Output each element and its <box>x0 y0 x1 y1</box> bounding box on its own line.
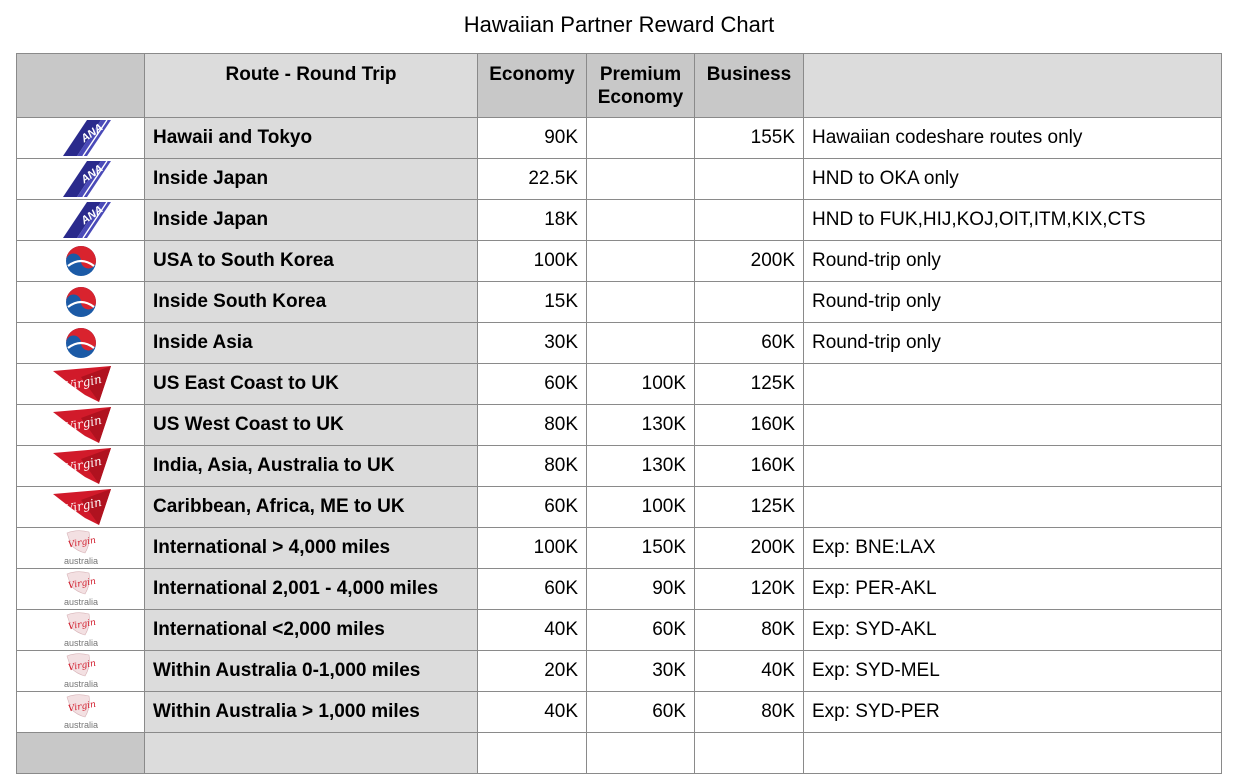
note-cell <box>804 733 1222 774</box>
premium-economy-cell <box>587 282 695 323</box>
economy-cell <box>478 733 587 774</box>
table-row <box>17 282 1222 323</box>
virgin-australia-logo <box>41 529 121 567</box>
virgin-atlantic-logo <box>41 488 121 526</box>
note-cell: Round-trip only <box>804 282 1222 323</box>
business-cell: 155K <box>695 118 804 159</box>
business-cell: 160K <box>695 446 804 487</box>
route-cell: US East Coast to UK <box>145 364 478 405</box>
korean-air-logo <box>41 283 121 321</box>
business-cell: 200K <box>695 241 804 282</box>
virgin-australia-logo-icon <box>41 529 121 567</box>
business-cell <box>695 282 804 323</box>
ana-logo <box>41 119 121 157</box>
route-cell: Inside South Korea <box>145 282 478 323</box>
virgin-atlantic-logo <box>41 365 121 403</box>
header-business: Business <box>695 54 804 118</box>
note-cell <box>804 446 1222 487</box>
business-cell: 125K <box>695 487 804 528</box>
airline-logo-cell <box>17 364 145 405</box>
virgin-australia-logo <box>41 693 121 731</box>
economy-cell: 100K <box>478 528 587 569</box>
header-row <box>17 54 1222 118</box>
ana-logo-icon <box>41 201 121 239</box>
virgin-australia-logo-icon <box>41 693 121 731</box>
airline-logo-cell <box>17 446 145 487</box>
route-cell: US West Coast to UK <box>145 405 478 446</box>
header-premium-line2: Economy <box>597 87 684 108</box>
note-cell <box>804 364 1222 405</box>
premium-economy-cell <box>587 241 695 282</box>
airline-logo-cell <box>17 610 145 651</box>
table-row <box>17 446 1222 487</box>
economy-cell: 60K <box>478 569 587 610</box>
business-cell <box>695 159 804 200</box>
premium-economy-cell: 130K <box>587 405 695 446</box>
airline-logo-cell <box>17 200 145 241</box>
korean-air-logo-icon <box>41 283 121 321</box>
table-row <box>17 528 1222 569</box>
virgin-australia-logo-icon <box>41 611 121 649</box>
chart-title: Hawaiian Partner Reward Chart <box>463 12 775 37</box>
svg-text:ANA: ANA <box>78 162 105 187</box>
premium-economy-cell: 100K <box>587 364 695 405</box>
korean-air-logo-icon <box>41 324 121 362</box>
premium-economy-cell: 60K <box>587 610 695 651</box>
svg-text:Virgin: Virgin <box>63 453 103 476</box>
table-row <box>17 364 1222 405</box>
economy-cell: 18K <box>478 200 587 241</box>
airline-logo-cell <box>17 569 145 610</box>
svg-text:australia: australia <box>63 597 98 607</box>
svg-text:australia: australia <box>63 556 98 566</box>
table-row <box>17 569 1222 610</box>
note-cell: Exp: BNE:LAX <box>804 528 1222 569</box>
airline-logo-cell <box>17 118 145 159</box>
svg-text:Virgin: Virgin <box>66 699 97 715</box>
economy-cell: 15K <box>478 282 587 323</box>
ana-logo <box>41 160 121 198</box>
ana-logo-icon <box>41 119 121 157</box>
svg-text:Virgin: Virgin <box>63 494 103 517</box>
virgin-australia-logo-icon <box>41 570 121 608</box>
premium-economy-cell: 100K <box>587 487 695 528</box>
note-cell <box>804 487 1222 528</box>
table-row <box>17 487 1222 528</box>
svg-text:australia: australia <box>63 638 98 648</box>
business-cell: 60K <box>695 323 804 364</box>
economy-cell: 40K <box>478 692 587 733</box>
svg-text:Virgin: Virgin <box>63 371 103 394</box>
virgin-australia-logo <box>41 652 121 690</box>
airline-logo-cell <box>17 528 145 569</box>
economy-cell: 40K <box>478 610 587 651</box>
svg-text:australia: australia <box>63 679 98 689</box>
table-row <box>17 118 1222 159</box>
airline-logo-cell <box>17 692 145 733</box>
economy-cell: 60K <box>478 364 587 405</box>
premium-economy-cell: 90K <box>587 569 695 610</box>
business-cell: 40K <box>695 651 804 692</box>
note-cell: Round-trip only <box>804 323 1222 364</box>
airline-logo-cell <box>17 651 145 692</box>
table-row <box>17 159 1222 200</box>
note-cell: HND to FUK,HIJ,KOJ,OIT,ITM,KIX,CTS <box>804 200 1222 241</box>
economy-cell: 80K <box>478 405 587 446</box>
business-cell <box>695 200 804 241</box>
virgin-australia-logo-icon <box>41 652 121 690</box>
table-row <box>17 733 1222 774</box>
note-cell: Hawaiian codeshare routes only <box>804 118 1222 159</box>
route-cell <box>145 733 478 774</box>
svg-text:Virgin: Virgin <box>63 412 103 435</box>
svg-text:Virgin: Virgin <box>66 535 97 551</box>
premium-economy-cell <box>587 733 695 774</box>
economy-cell: 90K <box>478 118 587 159</box>
note-cell: Exp: SYD-PER <box>804 692 1222 733</box>
virgin-atlantic-logo <box>41 447 121 485</box>
header-premium-economy <box>587 54 695 118</box>
airline-logo-cell <box>17 159 145 200</box>
route-cell: Inside Japan <box>145 159 478 200</box>
virgin-atlantic-logo-icon <box>41 365 121 403</box>
economy-cell: 22.5K <box>478 159 587 200</box>
ana-logo <box>41 201 121 239</box>
virgin-australia-logo <box>41 570 121 608</box>
svg-text:Virgin: Virgin <box>66 576 97 592</box>
note-cell: HND to OKA only <box>804 159 1222 200</box>
route-cell: International <2,000 miles <box>145 610 478 651</box>
table-row <box>17 692 1222 733</box>
route-cell: Hawaii and Tokyo <box>145 118 478 159</box>
table-row <box>17 405 1222 446</box>
note-cell: Round-trip only <box>804 241 1222 282</box>
premium-economy-cell <box>587 159 695 200</box>
header-premium-line1: Premium <box>599 64 682 85</box>
premium-economy-cell <box>587 323 695 364</box>
svg-text:ANA: ANA <box>78 203 105 228</box>
table-row <box>17 241 1222 282</box>
note-cell: Exp: PER-AKL <box>804 569 1222 610</box>
route-cell: Inside Japan <box>145 200 478 241</box>
premium-economy-cell <box>587 118 695 159</box>
route-cell: Inside Asia <box>145 323 478 364</box>
svg-text:ANA: ANA <box>78 121 105 146</box>
business-cell: 160K <box>695 405 804 446</box>
economy-cell: 60K <box>478 487 587 528</box>
route-cell: Within Australia 0-1,000 miles <box>145 651 478 692</box>
table-row <box>17 651 1222 692</box>
svg-text:australia: australia <box>63 720 98 730</box>
route-cell: USA to South Korea <box>145 241 478 282</box>
route-cell: India, Asia, Australia to UK <box>145 446 478 487</box>
virgin-atlantic-logo <box>41 406 121 444</box>
table-row <box>17 610 1222 651</box>
premium-economy-cell: 150K <box>587 528 695 569</box>
premium-economy-cell: 60K <box>587 692 695 733</box>
table-body <box>17 118 1222 774</box>
reward-table <box>16 53 1222 774</box>
economy-cell: 80K <box>478 446 587 487</box>
korean-air-logo <box>41 242 121 280</box>
svg-text:Virgin: Virgin <box>66 658 97 674</box>
business-cell: 80K <box>695 610 804 651</box>
economy-cell: 20K <box>478 651 587 692</box>
ana-logo-icon <box>41 160 121 198</box>
airline-logo-cell <box>17 323 145 364</box>
business-cell: 200K <box>695 528 804 569</box>
economy-cell: 30K <box>478 323 587 364</box>
header-notes <box>804 54 1222 118</box>
premium-economy-cell: 30K <box>587 651 695 692</box>
korean-air-logo-icon <box>41 242 121 280</box>
note-cell: Exp: SYD-MEL <box>804 651 1222 692</box>
virgin-atlantic-logo-icon <box>41 447 121 485</box>
airline-logo-cell <box>17 733 145 774</box>
business-cell: 125K <box>695 364 804 405</box>
header-economy: Economy <box>478 54 587 118</box>
svg-text:Virgin: Virgin <box>66 617 97 633</box>
business-cell: 120K <box>695 569 804 610</box>
business-cell <box>695 733 804 774</box>
economy-cell: 100K <box>478 241 587 282</box>
business-cell: 80K <box>695 692 804 733</box>
note-cell <box>804 405 1222 446</box>
virgin-australia-logo <box>41 611 121 649</box>
premium-economy-cell <box>587 200 695 241</box>
route-cell: Caribbean, Africa, ME to UK <box>145 487 478 528</box>
route-cell: Within Australia > 1,000 miles <box>145 692 478 733</box>
airline-logo-cell <box>17 405 145 446</box>
airline-logo-cell <box>17 282 145 323</box>
premium-economy-cell: 130K <box>587 446 695 487</box>
note-cell: Exp: SYD-AKL <box>804 610 1222 651</box>
table-row <box>17 323 1222 364</box>
header-logo <box>17 54 145 118</box>
virgin-atlantic-logo-icon <box>41 406 121 444</box>
airline-logo-cell <box>17 487 145 528</box>
route-cell: International > 4,000 miles <box>145 528 478 569</box>
airline-logo-cell <box>17 241 145 282</box>
korean-air-logo <box>41 324 121 362</box>
header-route: Route - Round Trip <box>145 54 478 118</box>
virgin-atlantic-logo-icon <box>41 488 121 526</box>
table-row <box>17 200 1222 241</box>
route-cell: International 2,001 - 4,000 miles <box>145 569 478 610</box>
